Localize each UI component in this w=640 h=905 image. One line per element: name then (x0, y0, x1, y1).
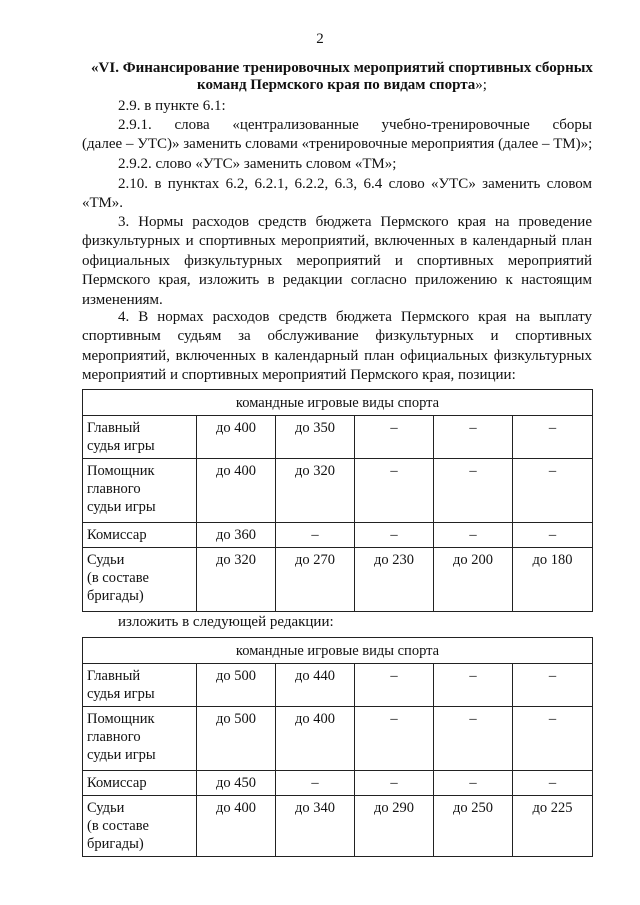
row-label-line: судья игры (87, 686, 155, 702)
table-cell: до 400 (276, 707, 355, 771)
text-line: Пермского края, изложить в редакции согласно приложению к настоящим (82, 272, 592, 289)
row-label-line: главного (87, 729, 141, 745)
table-cell: до 270 (276, 548, 355, 612)
table-new-norms (82, 637, 593, 857)
section-heading-title: «VI. Финансирование тренировочных мероприятий спортивных сборных команд Пермского края по видам спорта (91, 60, 593, 93)
table-cell: – (513, 664, 593, 707)
table-row (83, 523, 593, 548)
table-cell: – (276, 523, 355, 548)
text-line: (далее – УТС)» заменить словами «тренировочные мероприятия (далее – ТМ)»; (82, 136, 593, 153)
table-cell: до 500 (197, 707, 276, 771)
row-label-line: Главный (87, 420, 141, 436)
row-label (83, 548, 197, 612)
table-cell: до 290 (355, 796, 434, 857)
text-line: 2.9.1. слова «централизованные учебно-тренировочные сборы (118, 117, 592, 133)
table-cell: до 440 (276, 664, 355, 707)
text-line: изменениям. (82, 291, 163, 308)
text-line: изложить в следующей редакции: (118, 614, 334, 630)
table-header-cell: командные игровые виды спорта (83, 638, 593, 664)
table-row (83, 707, 593, 771)
text-line: мероприятий, включенных в календарный план официальных физкультурных (82, 347, 592, 364)
table-cell: – (355, 459, 434, 523)
table-cell: – (355, 523, 434, 548)
row-label-line: главного (87, 481, 141, 497)
paragraph-2-10 (82, 175, 592, 214)
table-cell: – (513, 523, 593, 548)
table-cell: до 180 (513, 548, 593, 612)
table-cell: до 230 (355, 548, 434, 612)
row-label-line: Помощник (87, 463, 155, 479)
row-label-line: судья игры (87, 438, 155, 454)
row-label (83, 664, 197, 707)
row-label-line: Судьи (87, 552, 125, 568)
paragraph-2-9 (82, 97, 592, 116)
table-row (83, 416, 593, 459)
row-label-line: Комиссар (87, 775, 147, 791)
text-line: официальных физкультурных мероприятий и спортивных мероприятий (82, 252, 592, 269)
table-cell: до 360 (197, 523, 276, 548)
table-row (83, 664, 593, 707)
text-line: 2.9. в пункте 6.1: (118, 98, 226, 114)
section-heading-tail: »; (475, 77, 487, 93)
row-label (83, 416, 197, 459)
table-cell: до 400 (197, 459, 276, 523)
row-label-line: (в составе (87, 570, 149, 586)
text-line: 3. Нормы расходов средств бюджета Пермского края на проведение (118, 214, 592, 230)
table-cell: – (355, 416, 434, 459)
row-label (83, 707, 197, 771)
table-cell: – (513, 416, 593, 459)
paragraph-4 (82, 308, 592, 386)
text-line: физкультурных и спортивных мероприятий, включенных в календарный план (82, 233, 592, 250)
table-cell: – (434, 416, 513, 459)
table-cell: – (434, 664, 513, 707)
table-cell: до 320 (276, 459, 355, 523)
text-line: 4. В нормах расходов средств бюджета Пермского края на выплату (118, 309, 592, 325)
row-label (83, 523, 197, 548)
row-label-line: Главный (87, 668, 141, 684)
table-cell: – (355, 771, 434, 796)
table-row (83, 771, 593, 796)
row-label-line: судьи игры (87, 747, 156, 763)
paragraph-2-9-1 (82, 116, 592, 155)
table-cell: – (434, 771, 513, 796)
table-cell: – (434, 523, 513, 548)
table-cell: до 350 (276, 416, 355, 459)
row-label-line: Помощник (87, 711, 155, 727)
row-label-line: Комиссар (87, 527, 147, 543)
paragraph-3 (82, 213, 592, 310)
table-cell: до 400 (197, 796, 276, 857)
table-row (83, 459, 593, 523)
table-row (83, 796, 593, 857)
text-line: 2.10. в пунктах 6.2, 6.2.1, 6.2.2, 6.3, 6.4 слово «УТС» заменить словом (118, 176, 592, 192)
row-label (83, 459, 197, 523)
table-cell: – (513, 459, 593, 523)
table-old-norms (82, 389, 593, 612)
table-cell: до 320 (197, 548, 276, 612)
row-label-line: Судьи (87, 800, 125, 816)
page-number: 2 (316, 31, 324, 47)
row-label-line: судьи игры (87, 499, 156, 515)
table-cell: – (513, 707, 593, 771)
text-line: «ТМ». (82, 195, 124, 212)
table-cell: до 225 (513, 796, 593, 857)
table-cell: – (513, 771, 593, 796)
row-label-line: (в составе (87, 818, 149, 834)
table-cell: до 400 (197, 416, 276, 459)
table-cell: до 500 (197, 664, 276, 707)
table-cell: до 250 (434, 796, 513, 857)
section-heading (82, 60, 602, 94)
table-header-row (83, 638, 593, 664)
table-row (83, 548, 593, 612)
paragraph-2-9-2 (82, 155, 592, 174)
row-label (83, 771, 197, 796)
text-line: 2.9.2. слово «УТС» заменить словом «ТМ»; (118, 156, 397, 172)
table-cell: – (355, 707, 434, 771)
table-header-row (83, 390, 593, 416)
table-header-cell: командные игровые виды спорта (83, 390, 593, 416)
table-cell: – (434, 459, 513, 523)
table-cell: до 200 (434, 548, 513, 612)
row-label-line: бригады) (87, 836, 144, 852)
row-label-line: бригады) (87, 588, 144, 604)
table-cell: до 340 (276, 796, 355, 857)
table-cell: – (355, 664, 434, 707)
text-line: спортивным судьям за обслуживание физкультурных и спортивных (82, 328, 592, 345)
table-cell: – (276, 771, 355, 796)
row-label (83, 796, 197, 857)
text-line: мероприятий и спортивных мероприятий Пермского края, позиции: (82, 367, 516, 384)
table-cell: до 450 (197, 771, 276, 796)
paragraph-new-edition (82, 613, 592, 632)
table-cell: – (434, 707, 513, 771)
